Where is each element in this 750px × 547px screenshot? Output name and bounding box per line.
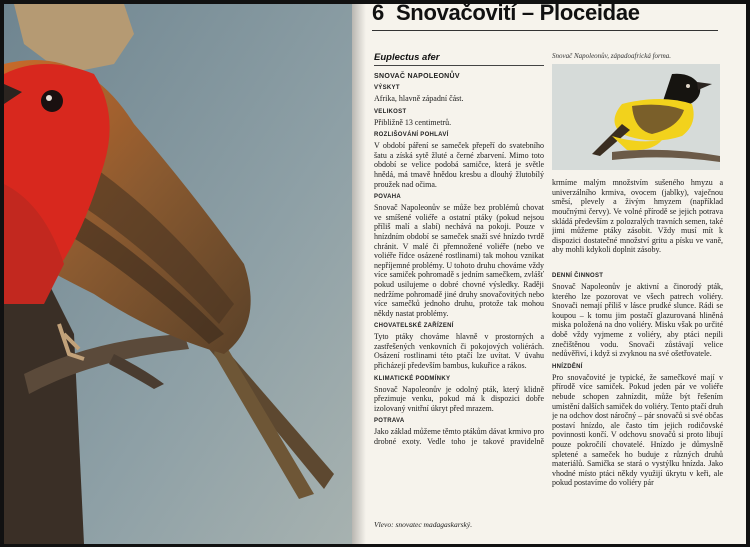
section-title-hnizdeni: HNÍZDĚNÍ — [552, 363, 583, 370]
section-title-velikost: VELIKOST — [374, 108, 407, 115]
section-text-denni: Snovač Napoleonův je aktivní a činorodý pták, kterého lze pozorovat ve všech patrech voliéry. Snovači nemají příliš v lásce prudké slunce. Rádi se koupou – k tomu jim postačí glazurovaná hliněná miska položená na dno voliéry. Misku však po určité době vždy vyjmeme z voliéry, aby ptáci nepili znečištěnou vodu. Snovači zůstávají velice nedůvěřiví, i když si zvyknou na své ošetřovatele. — [552, 282, 723, 359]
section-text-potrava: Jako základ můžeme těmto ptákům dávat krmivo pro drobné exoty. Vedle toho je takové pravidelně — [374, 427, 544, 447]
section-title-potrava: POTRAVA — [374, 418, 405, 425]
section-title-zarizeni: CHOVATELSKÉ ZAŘÍZENÍ — [374, 323, 454, 330]
potrava-continued-text: krmíme malým množstvím sušeného hmyzu a univerzálního krmiva, ovocem (jablky), vaječnou směsí, plevely a živým hmyzem (například moučnými červy). Ve volné přírodě se jejich potrava skládá především z polozralých travních semen, také jimi můžeme ptáky zásobit. Vždy musí mít k dispozici dostatečné množství gritu a písku ve vaně, aby mohli kdykoli doplnit zásoby. — [552, 178, 723, 255]
section-title-povaha: POVAHA — [374, 194, 402, 201]
chapter-heading — [372, 4, 640, 28]
section-title-rozlisovani: ROZLIŠOVÁNÍ POHLAVÍ — [374, 132, 449, 139]
photo-caption: Snovač Napoleonův, západoafrická forma. — [552, 52, 672, 60]
section-text-potrava-continued — [552, 178, 723, 268]
section-text-velikost: Přibližně 13 centimetrů. — [374, 117, 452, 127]
left-photo-caption: Vlevo: snovatec madagaskarský. — [374, 520, 473, 529]
section-text-klimaticke: Snovač Napoleonův je odolný pták, který klidně přezimuje venku, pokud má k dispozici dobře izolovaný vnitřní úkryt před mrazem. — [374, 384, 544, 413]
fody-photo — [4, 4, 352, 544]
chapter-number: 6 — [372, 4, 384, 25]
right-page-text — [352, 4, 746, 544]
heading-rule — [372, 30, 718, 31]
section-text-povaha: Snovač Napoleonův se může bez problémů chovat ve smíšené voliéře a ostatní ptáky (pokud nejsou příliš malí a slabí) nechává na pokoji. Pouze v hnízdním období se sameček snaží své hnízdo tvrdě chránit. V malé či přemnožené voliéře (nebo ve voliéře řídce osázené rostlinami) tak mohou vznikat nepříjemné problémy. U tohoto druhu chováme vždy více samiček pohromadě s jedním samečkem, zvlášť pokud usilujeme o dobré chovné výsledky. Raději nedržíme pohromadě jiné druhy snovačovitých nebo více samečků jednoho druhu, protože tak mohou někdy nastat problémy. — [374, 203, 544, 318]
section-text-zarizeni: Tyto ptáky chováme hlavně v prostorných a zastřešených venkovních či pokojových voliérách. Osázení rostlinami této ptačí lze uvítat. V úvahu přicházejí především bambus, kukuřice a rákos. — [374, 332, 544, 371]
section-text-vyskyt: Afrika, hlavně západní část. — [374, 94, 464, 103]
bishop-bird-image — [552, 64, 720, 170]
section-title-vyskyt: VÝSKYT — [374, 85, 400, 91]
section-title-klimaticke: KLIMATICKÉ PODMÍNKY — [374, 375, 451, 382]
species-latin-name: Euplectus afer — [374, 52, 544, 66]
species-common-name: SNOVAČ NAPOLEONŮV — [374, 73, 460, 80]
text-column-right — [552, 52, 723, 528]
bishop-photo — [552, 64, 720, 170]
section-text-hnizdeni: Pro snovačovité je typické, že samečkové mají v přírodě více samiček. Pokud jeden pár ve voliéře nebude schopen zahnízdit, může být řešením umístění dalších samiček do voliéry. Tento ptačí druh je na odchov dost náročný – pár snovačů si své občas postaví hnízdo, ale často tím jejich rodičovské povinnosti končí. V odchovu snovačů si proto libují pouze pokročilí chovatelé. Hnízdo je důmyslně spletené a sameček ho buduje z různých druhů materiálů. Samička se stará o vystýlku hnízda. Jako vhodné místo ptáci někdy využijí úkrytu v keři, ale pokud postavíme do voliéry pár — [552, 372, 723, 488]
section-text-rozlisovani: V období páření se sameček přepeří do svatebního šatu a získá sytě žluté a černé zbarvení. Mimo toto období se velice podobá samičce, která je světle hnědá, má tmavě hnědou kresbu a dlouhý žlutobílý proužek nad očima. — [374, 141, 544, 189]
text-column-left — [374, 52, 544, 446]
gutter-shadow — [352, 4, 366, 544]
chapter-title: Snovačovití – Ploceidae — [395, 4, 640, 25]
section-title-denni: DENNÍ ČINNOST — [552, 273, 604, 279]
left-page-photo — [4, 4, 352, 544]
